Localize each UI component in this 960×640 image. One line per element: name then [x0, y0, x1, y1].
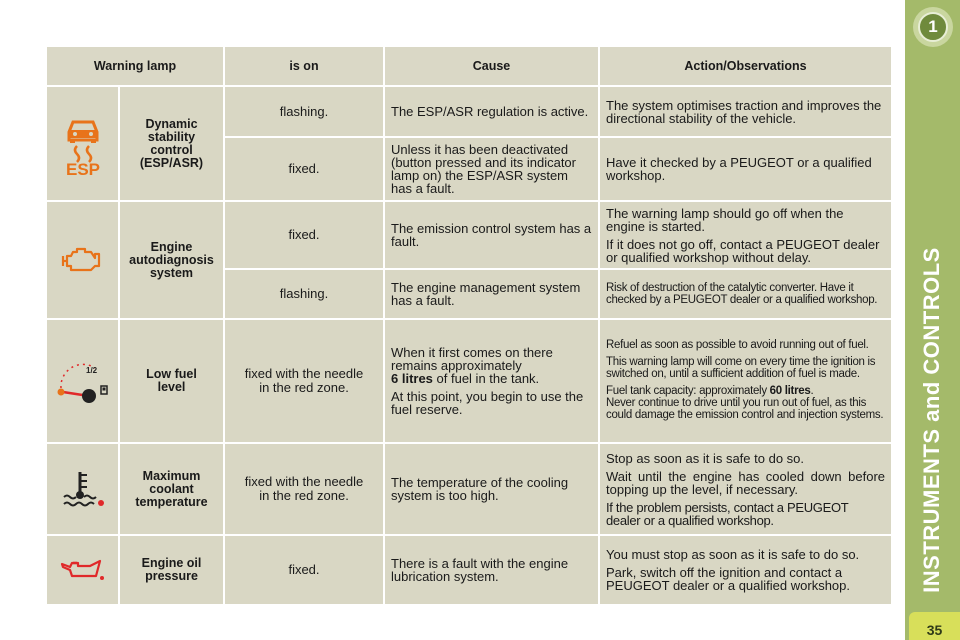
esp-state-1: flashing.	[224, 86, 384, 137]
fuel-icon-cell	[46, 319, 119, 443]
fuel-name: Low fuel level	[119, 319, 224, 443]
header-is-on: is on	[224, 46, 384, 86]
chapter-number: 1	[918, 12, 948, 42]
esp-state-2: fixed.	[224, 137, 384, 201]
engine-check-icon	[61, 244, 105, 276]
engine-action-1: The warning lamp should go off when the engine is started. If it does not go off, contact a PEUGEOT dealer or qualified workshop without delay.	[599, 201, 892, 269]
svg-text:1/2: 1/2	[86, 366, 98, 375]
chapter-badge	[913, 7, 953, 47]
coolant-icon-cell	[46, 443, 119, 535]
esp-action-2: Have it checked by a PEUGEOT or a qualified workshop.	[599, 137, 892, 201]
oil-cause: There is a fault with the engine lubrication system.	[384, 535, 599, 605]
coolant-state: fixed with the needle in the red zone.	[224, 443, 384, 535]
table-row	[46, 535, 892, 605]
header-warning-lamp: Warning lamp	[46, 46, 224, 86]
coolant-name: Maximum coolant temperature	[119, 443, 224, 535]
oil-icon-cell	[46, 535, 119, 605]
table-row	[46, 443, 892, 535]
warning-lamp-table	[45, 45, 893, 606]
esp-action-1: The system optimises traction and improves the directional stability of the vehicle.	[599, 86, 892, 137]
coolant-cause: The temperature of the cooling system is too high.	[384, 443, 599, 535]
esp-cause-2: Unless it has been deactivated (button pressed and its indicator lamp on) the ESP/ASR system has a fault.	[384, 137, 599, 201]
header-action: Action/Observations	[599, 46, 892, 86]
oil-state: fixed.	[224, 535, 384, 605]
chapter-title: INSTRUMENTS and CONTROLS	[919, 247, 944, 593]
oil-can-icon	[60, 556, 106, 584]
engine-state-2: flashing.	[224, 269, 384, 319]
engine-icon-cell	[46, 201, 119, 319]
engine-name: Engine autodiagnosis system	[119, 201, 224, 319]
oil-action: You must stop as soon as it is safe to do so. Park, switch off the ignition and contact a PEUGEOT dealer or a qualified workshop.	[599, 535, 892, 605]
table-header-row	[46, 46, 892, 86]
esp-cause-1: The ESP/ASR regulation is active.	[384, 86, 599, 137]
oil-name: Engine oil pressure	[119, 535, 224, 605]
fuel-state: fixed with the needle in the red zone.	[224, 319, 384, 443]
table-row	[46, 201, 892, 269]
header-cause: Cause	[384, 46, 599, 86]
coolant-action: Stop as soon as it is safe to do so. Wait until the engine has cooled down before topping up the level, if necessary. If the problem persists, contact a PEUGEOT dealer or a qualified workshop.	[599, 443, 892, 535]
engine-cause-2: The engine management system has a fault.	[384, 269, 599, 319]
coolant-temperature-icon	[60, 469, 106, 509]
page-number: 35	[909, 612, 960, 640]
engine-state-1: fixed.	[224, 201, 384, 269]
esp-icon-cell	[46, 86, 119, 201]
table-row	[46, 319, 892, 443]
svg-text:ESP: ESP	[65, 159, 100, 176]
engine-action-2: Risk of destruction of the catalytic converter. Have it checked by a PEUGEOT dealer or a qualified workshop.	[599, 269, 892, 319]
table-row	[46, 86, 892, 137]
esp-skid-icon	[61, 112, 105, 176]
fuel-gauge-icon	[53, 356, 113, 406]
fuel-action: Refuel as soon as possible to avoid running out of fuel. This warning lamp will come on every time the ignition is switched on, until a sufficient addition of fuel is made. Fuel tank capacity: approximately 60 litres. Never continue to drive until you run out of fuel, as this could damage the emission control and injection systems.	[599, 319, 892, 443]
fuel-cause: When it first comes on there remains approximately 6 litres of fuel in the tank. At this point, you begin to use the fuel reserve.	[384, 319, 599, 443]
engine-cause-1: The emission control system has a fault.	[384, 201, 599, 269]
esp-name: Dynamic stability control (ESP/ASR)	[119, 86, 224, 201]
